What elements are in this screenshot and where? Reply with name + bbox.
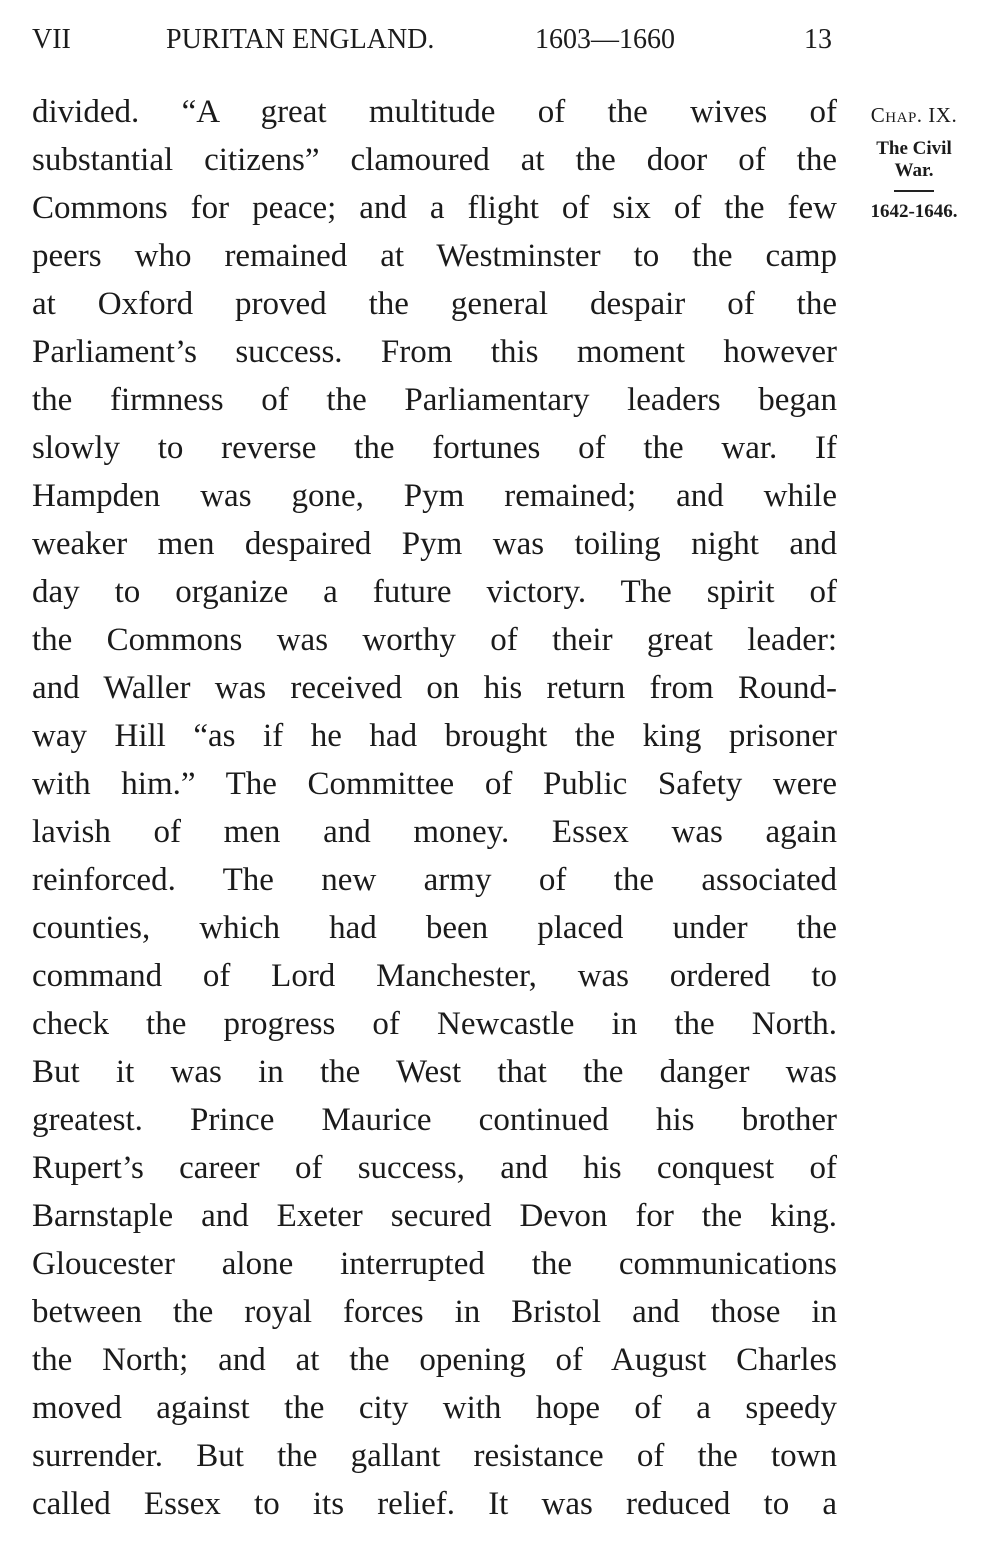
margin-note <box>852 98 976 224</box>
text-line: at Oxford proved the general despair of the <box>32 286 837 322</box>
body-text <box>32 88 837 1528</box>
header-section-number: VII <box>32 24 71 55</box>
text-line: the Commons was worthy of their great leader: <box>32 622 837 658</box>
text-line: check the progress of Newcastle in the North. <box>32 1006 837 1042</box>
text-line: But it was in the West that the danger was <box>32 1054 837 1090</box>
text-line: weaker men despaired Pym was toiling night and <box>32 526 837 562</box>
text-line: surrender. But the gallant resistance of the town <box>32 1438 837 1474</box>
text-line: day to organize a future victory. The spirit of <box>32 574 837 610</box>
margin-chapter: Chap. IX. <box>870 103 958 127</box>
header-book-title: PURITAN ENGLAND. <box>166 24 435 55</box>
text-line: Parliament’s success. From this moment however <box>32 334 837 370</box>
running-header <box>32 20 832 60</box>
text-line: between the royal forces in Bristol and those in <box>32 1294 837 1330</box>
text-line: with him.” The Committee of Public Safety were <box>32 766 837 802</box>
margin-dates: 1642-1646. <box>870 201 958 222</box>
header-years: 1603—1660 <box>535 24 675 55</box>
text-line: peers who remained at Westminster to the camp <box>32 238 837 274</box>
margin-divider <box>894 190 934 192</box>
text-line: Gloucester alone interrupted the communications <box>32 1246 837 1282</box>
text-line: moved against the city with hope of a speedy <box>32 1390 837 1426</box>
text-line: reinforced. The new army of the associated <box>32 862 837 898</box>
page-number: 13 <box>804 24 832 55</box>
text-line: called Essex to its relief. It was reduced to a <box>32 1486 837 1522</box>
text-line: greatest. Prince Maurice continued his brother <box>32 1102 837 1138</box>
text-line: way Hill “as if he had brought the king prisoner <box>32 718 837 754</box>
text-line: and Waller was received on his return from Round- <box>32 670 837 706</box>
text-line: counties, which had been placed under the <box>32 910 837 946</box>
text-line: slowly to reverse the fortunes of the war. If <box>32 430 837 466</box>
text-line: Hampden was gone, Pym remained; and while <box>32 478 837 514</box>
margin-section-title: The Civil War. <box>876 138 952 181</box>
text-line: the firmness of the Parliamentary leaders began <box>32 382 837 418</box>
text-line: the North; and at the opening of August Charles <box>32 1342 837 1378</box>
text-line: lavish of men and money. Essex was again <box>32 814 837 850</box>
text-line: command of Lord Manchester, was ordered to <box>32 958 837 994</box>
text-line: divided. “A great multitude of the wives of <box>32 94 837 130</box>
text-line: Barnstaple and Exeter secured Devon for the king. <box>32 1198 837 1234</box>
text-line: Commons for peace; and a flight of six of the few <box>32 190 837 226</box>
text-line: Rupert’s career of success, and his conquest of <box>32 1150 837 1186</box>
text-line: substantial citizens” clamoured at the door of the <box>32 142 837 178</box>
